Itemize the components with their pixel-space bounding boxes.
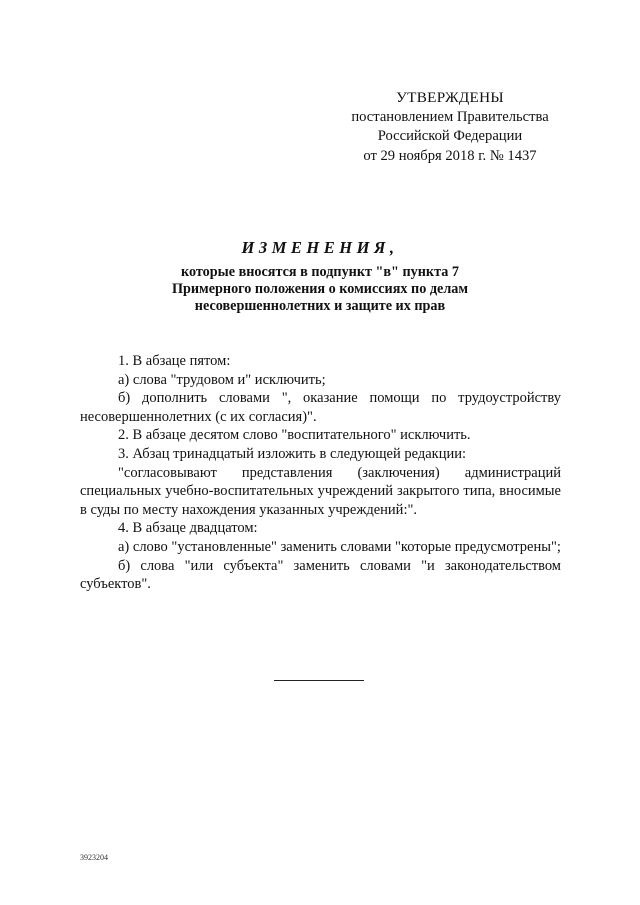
heading-line-1: которые вносятся в подпункт "в" пункта 7 [181, 264, 459, 280]
document-title: ИЗМЕНЕНИЯ, [241, 238, 399, 257]
approval-line-3: от 29 ноября 2018 г. № 1437 [363, 147, 537, 164]
paragraph: 4. В абзаце двадцатом: [118, 520, 258, 537]
document-heading [80, 238, 560, 315]
document-code: 3923204 [80, 853, 108, 862]
paragraph: "согласовывают представления (заключения) администраций специальных учебно-воспитательных учреждений закрытого типа, вносимые в суды по месту нахождения указанных учреждений:". [80, 464, 561, 518]
closing-rule [274, 680, 364, 681]
paragraph: 3. Абзац тринадцатый изложить в следующей редакции: [118, 445, 466, 462]
paragraph: б) дополнить словами ", оказание помощи по трудоустройству несовершеннолетних (с их согласия)". [80, 390, 561, 425]
paragraph: 1. В абзаце пятом: [118, 353, 231, 369]
approval-line-1: постановлением Правительства [351, 108, 549, 125]
heading-line-3: несовершеннолетних и защите их прав [194, 298, 446, 314]
paragraph: а) слова "трудовом и" исключить; [118, 371, 326, 388]
paragraph: а) слово "установленные" заменить словами "которые предусмотрены"; [118, 538, 561, 555]
document-body [80, 352, 561, 594]
approval-line-2: Российской Федерации [377, 128, 523, 144]
approved-label: УТВЕРЖДЕНЫ [396, 89, 504, 106]
heading-line-2: Примерного положения о комиссиях по делам [171, 281, 469, 297]
paragraph: 2. В абзаце десятом слово "воспитательного" исключить. [118, 427, 471, 444]
paragraph: б) слова "или субъекта" заменить словами "и законодательством субъектов". [80, 557, 561, 593]
approval-stamp [330, 88, 570, 166]
